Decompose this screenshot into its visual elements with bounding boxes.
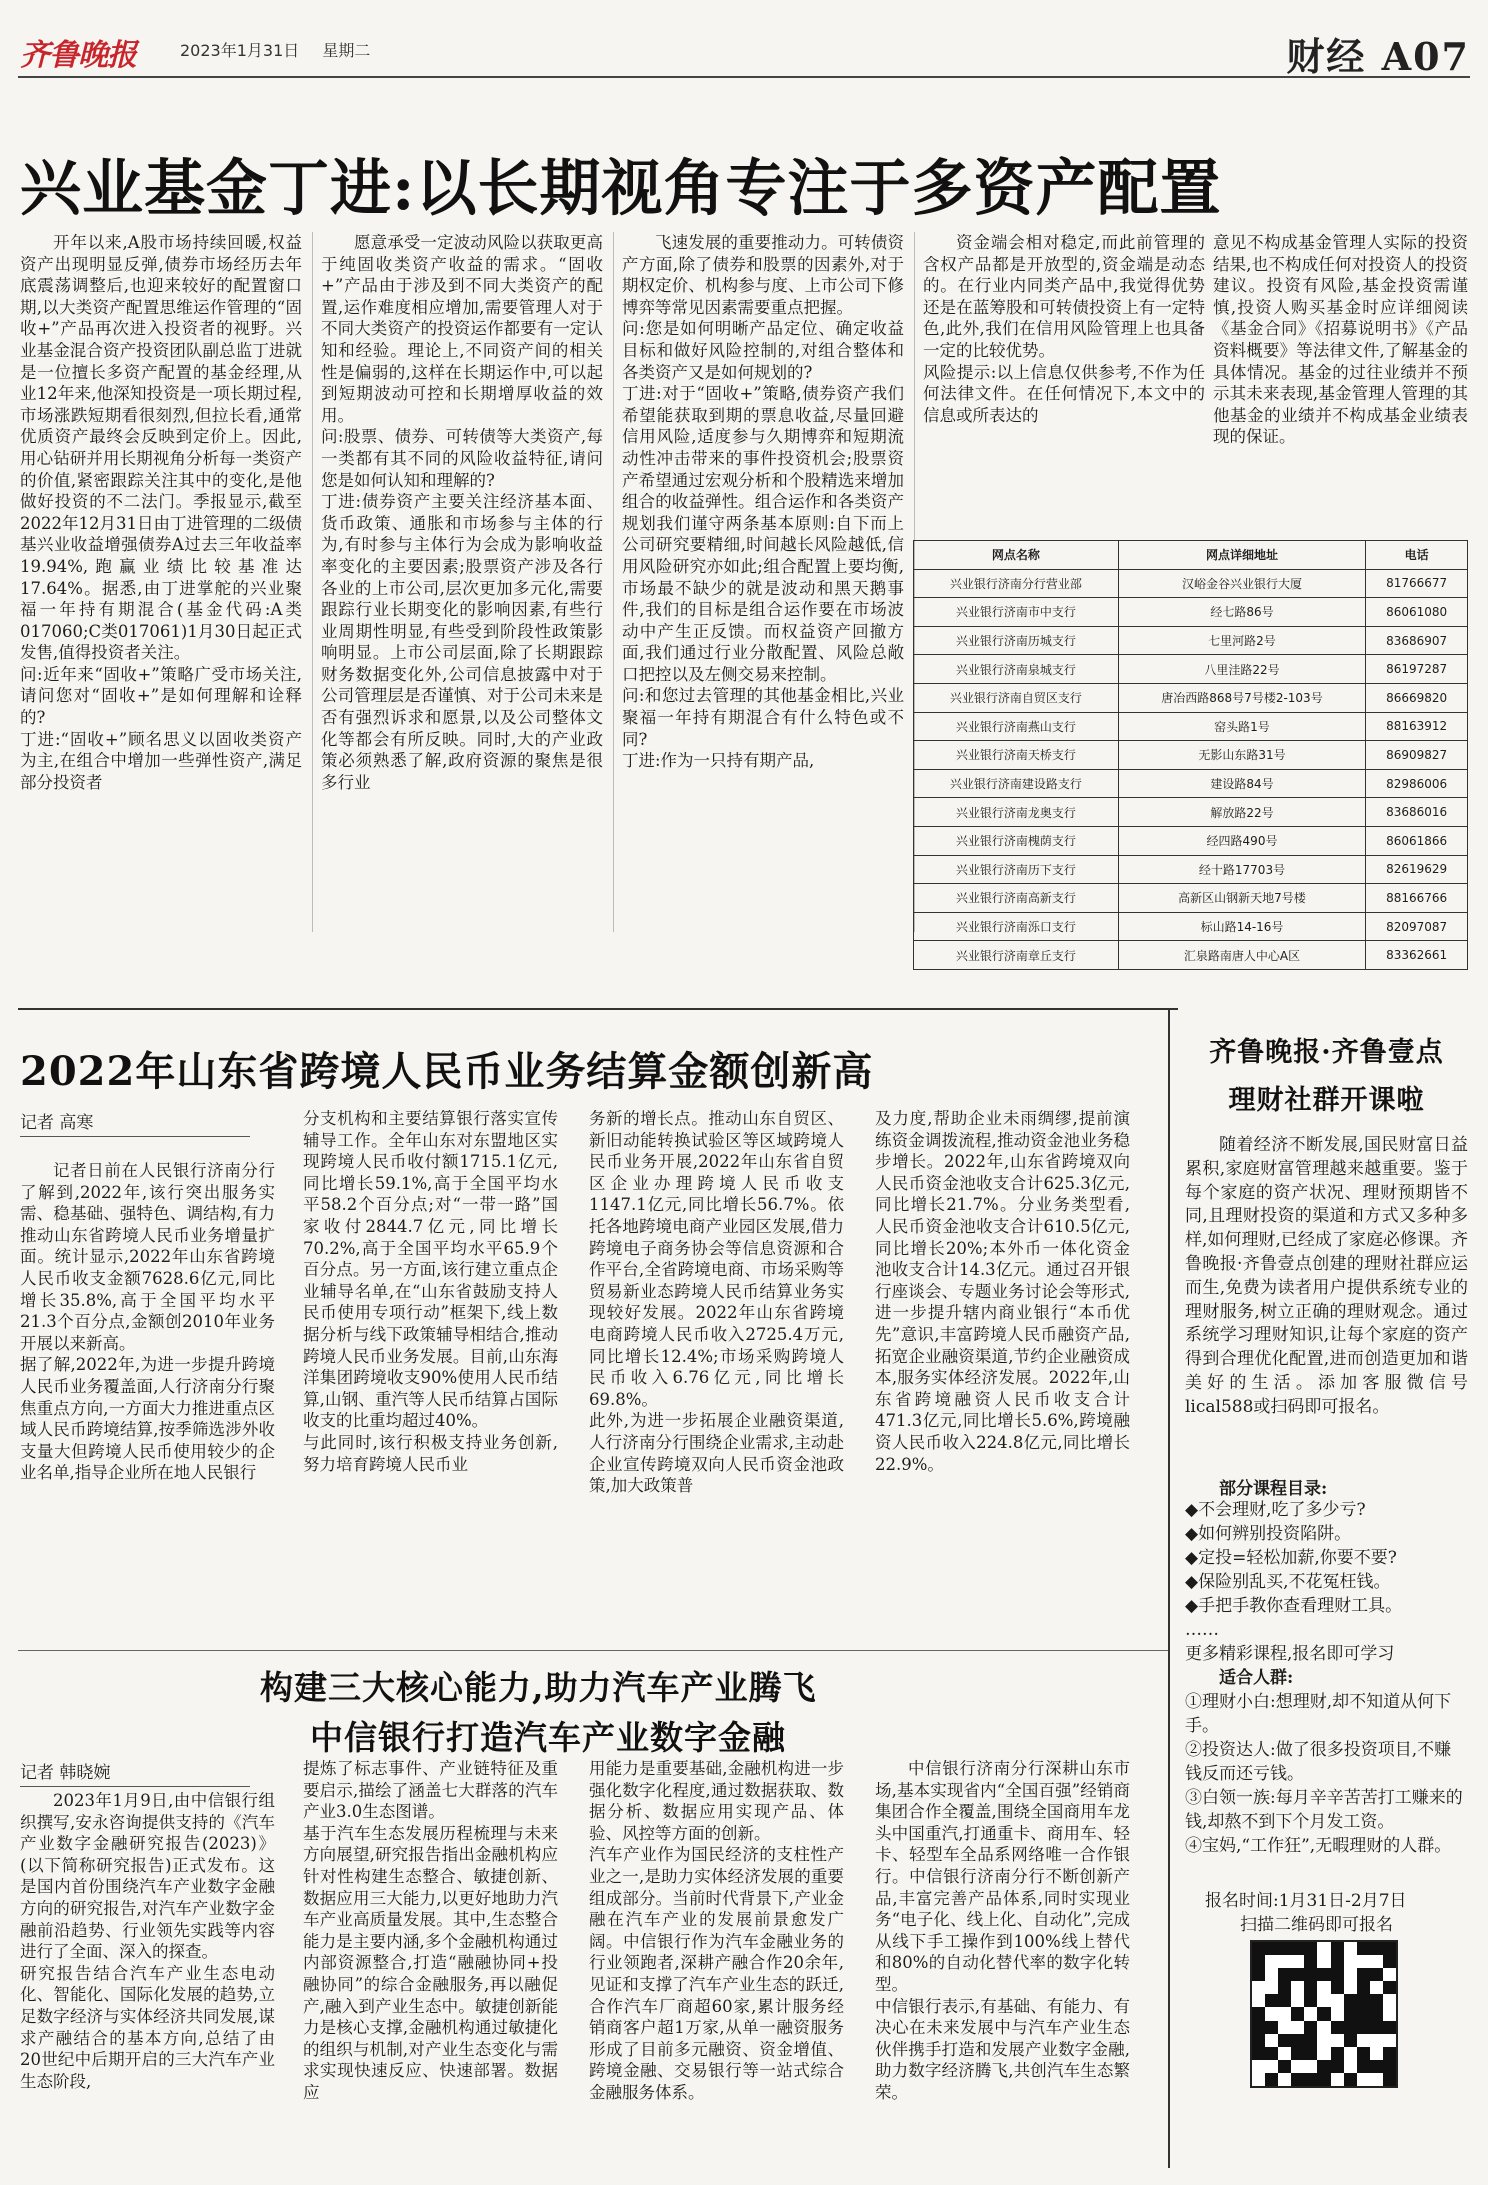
more-courses: 更多精彩课程,报名即可学习 bbox=[1185, 1644, 1395, 1664]
qr-module bbox=[1265, 1981, 1278, 1994]
qr-module bbox=[1304, 2073, 1317, 2086]
qr-module bbox=[1357, 2007, 1370, 2020]
qr-module bbox=[1252, 1981, 1265, 1994]
audience-title: 适合人群: bbox=[1219, 1668, 1294, 1688]
qr-module bbox=[1344, 2047, 1357, 2060]
qr-module bbox=[1370, 1994, 1383, 2007]
qr-module bbox=[1370, 2047, 1383, 2060]
qr-module bbox=[1252, 2021, 1265, 2034]
qr-module bbox=[1317, 2034, 1330, 2047]
qr-module bbox=[1357, 1981, 1370, 1994]
qr-module bbox=[1317, 1994, 1330, 2007]
article2-col3: 务新的增长点。推动山东自贸区、新旧动能转换试验区等区域跨境人民币业务开展,2022年山东省自贸区企业办理跨境人民币收支1147.1亿元,同比增长56.7%。依托各地跨境电商产业园区发展,借力跨境电子商务协会等信息资源和合作平台,全省跨境电商、市场采购等贸易新业态跨境人民币结算业务实现较好发展。2022年山东省跨境电商跨境人民币收入2725.4万元,同比增长12.4%;市场采购跨境人民币收入6.76亿元,同比增长69.8%。 此外,为进一步拓展企业融资渠道,人行济南分行围绕企业需求,主动赴企业宣传跨境双向人民币资金池政策,加大政策普 bbox=[589, 1109, 844, 1496]
qr-module bbox=[1331, 2034, 1344, 2047]
courses-title bbox=[1185, 1474, 1468, 1499]
qr-module bbox=[1357, 2060, 1370, 2073]
audience-item: ②投资达人:做了很多投资项目,不赚钱反而还亏钱。 bbox=[1185, 1740, 1452, 1784]
qr-module bbox=[1265, 1968, 1278, 1981]
qr-module bbox=[1291, 2047, 1304, 2060]
table-row bbox=[914, 655, 1468, 684]
table-row bbox=[914, 598, 1468, 627]
table-row bbox=[914, 884, 1468, 913]
table-row bbox=[914, 569, 1468, 598]
qr-module bbox=[1317, 2073, 1330, 2086]
table-cell: 经四路490号 bbox=[1118, 826, 1365, 855]
qr-module bbox=[1344, 2007, 1357, 2020]
table-cell: 82986006 bbox=[1366, 769, 1468, 798]
audience-item: ①理财小白:想理财,却不知道从何下手。 bbox=[1185, 1692, 1452, 1736]
table-cell: 86061080 bbox=[1366, 598, 1468, 627]
table-cell: 七里河路2号 bbox=[1118, 626, 1365, 655]
qr-module bbox=[1278, 1981, 1291, 1994]
table-cell: 经七路86号 bbox=[1118, 598, 1365, 627]
col-divider bbox=[613, 232, 614, 932]
table-header: 网点名称 bbox=[914, 541, 1119, 570]
qr-module bbox=[1252, 1942, 1265, 1955]
qr-module bbox=[1317, 1955, 1330, 1968]
table-row bbox=[914, 626, 1468, 655]
qr-module bbox=[1317, 2021, 1330, 2034]
course-item: ◆定投=轻松加薪,你要不要? bbox=[1185, 1548, 1397, 1568]
table-cell: 83686016 bbox=[1366, 798, 1468, 827]
qr-module bbox=[1331, 1942, 1344, 1955]
page-number: A07 bbox=[1381, 34, 1470, 79]
table-cell: 兴业银行济南分行营业部 bbox=[914, 569, 1119, 598]
table-header: 电话 bbox=[1366, 541, 1468, 570]
table-cell: 83362661 bbox=[1366, 941, 1468, 970]
qr-module bbox=[1370, 2021, 1383, 2034]
qr-module bbox=[1331, 1955, 1344, 1968]
table-cell: 汉峪金谷兴业银行大厦 bbox=[1118, 569, 1365, 598]
qr-module bbox=[1304, 2047, 1317, 2060]
qr-module bbox=[1344, 1994, 1357, 2007]
header-divider bbox=[18, 76, 1470, 78]
section-name: 财经 bbox=[1286, 34, 1367, 79]
table-row bbox=[914, 798, 1468, 827]
course-list bbox=[1185, 1498, 1468, 1690]
table-cell: 88166766 bbox=[1366, 884, 1468, 913]
qr-module bbox=[1304, 1942, 1317, 1955]
qr-module bbox=[1252, 2034, 1265, 2047]
section-divider bbox=[18, 1650, 1168, 1651]
qr-module bbox=[1304, 1981, 1317, 1994]
table-cell: 经十路17703号 bbox=[1118, 855, 1365, 884]
qr-module bbox=[1370, 1981, 1383, 1994]
qr-module bbox=[1383, 1955, 1396, 1968]
qr-module bbox=[1278, 2047, 1291, 2060]
qr-module bbox=[1383, 2073, 1396, 2086]
qr-module bbox=[1304, 2060, 1317, 2073]
audience-item: ④宝妈,“工作狂”,无暇理财的人群。 bbox=[1185, 1836, 1452, 1856]
table-cell: 兴业银行济南自贸区支行 bbox=[914, 683, 1119, 712]
qr-module bbox=[1357, 1955, 1370, 1968]
qr-module bbox=[1344, 1955, 1357, 1968]
qr-module bbox=[1383, 2034, 1396, 2047]
article3-col2: 提炼了标志事件、产业链特征及重要启示,描绘了涵盖七大群落的汽车产业3.0生态图谱。 基于汽车生态发展历程梳理与未来方向展望,研究报告指出金融机构应针对性构建生态整合、敏捷创新、数据应用三大能力,以更好地助力汽车产业高质量发展。其中,生态整合能力是主要内涵,多个金融机构通过内部资源整合,打造“融融协同+投融协同”的综合金融服务,再以融促产,融入到产业生态中。敏捷创新能力是核心支撑,金融机构通过敏捷化的组织与机制,对产业生态变化与需求实现快速反应、快速部署。数据应 bbox=[303, 1759, 558, 2102]
col-divider bbox=[312, 232, 313, 932]
qr-module bbox=[1344, 2021, 1357, 2034]
qr-module bbox=[1278, 1994, 1291, 2007]
qr-module bbox=[1304, 2021, 1317, 2034]
table-cell: 86669820 bbox=[1366, 683, 1468, 712]
qr-module bbox=[1383, 2047, 1396, 2060]
course-item: ◆保险别乱买,不花冤枉钱。 bbox=[1185, 1572, 1391, 1592]
qr-module bbox=[1291, 2073, 1304, 2086]
article2-title: 2022年山东省跨境人民币业务结算金额创新高 bbox=[20, 1048, 874, 1095]
qr-module bbox=[1370, 1942, 1383, 1955]
qr-module bbox=[1357, 1968, 1370, 1981]
qr-module bbox=[1344, 2060, 1357, 2073]
scan-instruction: 扫描二维码即可报名 bbox=[1240, 1915, 1393, 1935]
issue-weekday: 星期二 bbox=[322, 41, 371, 60]
qr-module bbox=[1331, 1994, 1344, 2007]
qr-module bbox=[1265, 1994, 1278, 2007]
table-cell: 兴业银行济南龙奥支行 bbox=[914, 798, 1119, 827]
article1-col1: 开年以来,A股市场持续回暖,权益资产出现明显反弹,债券市场经历去年底震荡调整后,也迎来较好的配置窗口期,以大类资产配置思维运作管理的“固收+”产品再次进入投资者的视野。兴业基金混合资产投资团队副总监丁进就是一位擅长多资产配置的基金经理,从业12年来,他深知投资是一项长期过程,市场涨跌短期看很刻烈,但拉长看,通常优质资产最终会反映到定价上。因此,用心钻研并用长期视角分析每一类资产的价值,紧密跟踪关注其中的变化,是他做好投资的不二法门。季报显示,截至2022年12月31日由丁进管理的二级债基兴业收益增强债券A过去三年收益率19.94%,跑赢业绩比较基准达17.64%。据悉,由丁进掌舵的兴业聚福一年持有期混合(基金代码:A类017060;C类017061)1月30日起正式发售,值得投资者关注。 问:近年来“固收+”策略广受市场关注,请问您对“固收+”是如何理解和诠释的? 丁进:“固收+”顾名思义以固收类资产为主,在组合中增加一些弹性资产,满足部分投资者 bbox=[20, 233, 302, 792]
article3-title-line2: 中信银行打造汽车产业数字金融 bbox=[310, 1718, 786, 1757]
table-cell: 兴业银行济南建设路支行 bbox=[914, 769, 1119, 798]
qr-module bbox=[1331, 1968, 1344, 1981]
article3-col1: 2023年1月9日,由中信银行组织撰写,安永咨询提供支持的《汽车产业数字金融研究报告(2023)》(以下简称研究报告)正式发布。这是国内首份围绕汽车产业数字金融方向的研究报告,对汽车产业数字金融前沿趋势、行业领先实践等内容进行了全面、深入的探查。 研究报告结合汽车产业生态电动化、智能化、国际化发展的趋势,立足数字经济与实体经济共同发展,谋求产融结合的基本方向,总结了由20世纪中后期开启的三大汽车产业生态阶段, bbox=[20, 1791, 275, 2091]
article1-col2: 愿意承受一定波动风险以获取更高于纯固收类资产收益的需求。“固收+”产品由于涉及到不同大类资产的配置,运作难度相应增加,需要管理人对于不同大类资产的投资运作都要有一定认知和经验。理论上,不同资产间的相关性是偏弱的,这样在长期运作中,可以起到短期波动可控和长期增厚收益的效用。 问:股票、债券、可转债等大类资产,每一类都有其不同的风险收益特征,请问您是如何认知和理解的? 丁进:债券资产主要关注经济基本面、货币政策、通胀和市场参与主体的行为,有时参与主体行为会成为影响收益率变化的主要因素;股票资产涉及各行各业的上市公司,层次更加多元化,需要跟踪行业长期变化的影响因素,有些行业周期性明显,有些受到阶段性政策影响明显。上市公司层面,除了长期跟踪财务数据变化外,公司信息披露中对于公司管理层是否谨慎、对于公司未来是否有强烈诉求和愿景,以及公司整体文化等都会有所反映。同时,大的产业政策必须熟悉了解,政府资源的聚焦是很多行业 bbox=[321, 233, 603, 792]
qr-module bbox=[1344, 1981, 1357, 1994]
article1-col3: 飞速发展的重要推动力。可转债资产方面,除了债券和股票的因素外,对于期权定价、机构参与度、上市公司下修博弈等常见因素需要重点把握。 问:您是如何明晰产品定位、确定收益目标和做好风险控制的,对组合整体和各类资产又是如何规划的? 丁进:对于“固收+”策略,债券资产我们希望能获取到期的票息收益,尽量回避信用风险,适度参与久期博弈和短期流动性冲击带来的事件投资机会;股票资产希望通过宏观分析和个股精选来增加组合的收益弹性。组合运作和各类资产规划我们谨守两条基本原则:自下而上公司研究要精细,时间越长风险越低,信用风险研究亦如此;组合配置上要均衡,市场最不缺少的就是波动和黑天鹅事件,我们的目标是组合运作要在市场波动中产生正反馈。而权益资产回撤方面,我们通过行业分散配置、风险总敞口把控以及左侧交易来控制。 问:和您过去管理的其他基金相比,兴业聚福一年持有期混合有什么特色或不同? 丁进:作为一只持有期产品, bbox=[622, 233, 904, 771]
article1-col4: 资金端会相对稳定,而此前管理的含权产品都是开放型的,资金端是动态的。在行业内同类产品中,我觉得优势还是在蓝筹股和可转债投资上有一定特色,此外,我们在信用风险管理上也具备一定的比较优势。 风险提示:以上信息仅供参考,不作为任何法律文件。在任何情况下,本文中的信息或所表达的 bbox=[923, 233, 1205, 425]
qr-module bbox=[1252, 1994, 1265, 2007]
table-cell: 兴业银行济南泉城支行 bbox=[914, 655, 1119, 684]
qr-module bbox=[1252, 1968, 1265, 1981]
table-cell: 86197287 bbox=[1366, 655, 1468, 684]
qr-module bbox=[1265, 1942, 1278, 1955]
qr-module bbox=[1317, 1968, 1330, 1981]
qr-module bbox=[1317, 2047, 1330, 2060]
qr-module bbox=[1370, 1968, 1383, 1981]
table-cell: 高新区山钢新天地7号楼 bbox=[1118, 884, 1365, 913]
article3-title-line1: 构建三大核心能力,助力汽车产业腾飞 bbox=[260, 1668, 817, 1707]
qr-module bbox=[1291, 2007, 1304, 2020]
qr-module bbox=[1278, 2007, 1291, 2020]
qr-module bbox=[1278, 1968, 1291, 1981]
course-item: ◆如何辨别投资陷阱。 bbox=[1185, 1524, 1352, 1544]
table-cell: 86061866 bbox=[1366, 826, 1468, 855]
qr-module bbox=[1265, 2047, 1278, 2060]
article2-col2: 分支机构和主要结算银行落实宣传辅导工作。全年山东对东盟地区实现跨境人民币收付额1715.1亿元,同比增长59.1%,高于全国平均水平58.2个百分点;对“一带一路”国家收付2844.7亿元,同比增长70.2%,高于全国平均水平65.9个百分点。另一方面,该行建立重点企业辅导名单,在“山东省鼓励支持人民币使用专项行动”框架下,线上数据分析与线下政策辅导相结合,推动跨境人民币业务发展。目前,山东海洋集团跨境收支90%使用人民币结算,山钢、重汽等人民币结算占国际收支的比重均超过40%。 与此同时,该行积极支持业务创新,努力培育跨境人民币业 bbox=[303, 1109, 558, 1474]
table-cell: 标山路14-16号 bbox=[1118, 912, 1365, 941]
course-item: ◆不会理财,吃了多少亏? bbox=[1185, 1500, 1366, 1520]
table-cell: 兴业银行济南燕山支行 bbox=[914, 712, 1119, 741]
table-cell: 82097087 bbox=[1366, 912, 1468, 941]
sidebar-title-line1: 齐鲁晚报·齐鲁壹点 bbox=[1209, 1037, 1444, 1068]
qr-module bbox=[1344, 2073, 1357, 2086]
audience-list bbox=[1185, 1690, 1468, 1858]
table-cell: 82619629 bbox=[1366, 855, 1468, 884]
audience-item: ③白领一族:每月辛辛苦苦打工赚来的钱,却熬不到下个月发工资。 bbox=[1185, 1788, 1463, 1832]
qr-module bbox=[1383, 2021, 1396, 2034]
qr-module bbox=[1344, 2034, 1357, 2047]
qr-module bbox=[1291, 1942, 1304, 1955]
article3-col3: 用能力是重要基础,金融机构进一步强化数字化程度,通过数据获取、数据分析、数据应用实现产品、体验、风控等方面的创新。 汽车产业作为国民经济的支柱性产业之一,是助力实体经济发展的重要组成部分。当前时代背景下,产业金融在汽车产业的发展前景愈发广阔。中信银行作为汽车金融业务的行业领跑者,深耕产融合作20余年,见证和支撑了汽车产业生态的跃迁,合作汽车厂商超60家,累计服务经销商客户超1万家,从单一融资服务形成了目前多元融资、资金增值、跨境金融、交易银行等一站式综合金融服务体系。 bbox=[589, 1759, 844, 2102]
qr-module bbox=[1317, 2060, 1330, 2073]
qr-module bbox=[1278, 1955, 1291, 1968]
qr-module bbox=[1331, 2060, 1344, 2073]
qr-module bbox=[1291, 2021, 1304, 2034]
qr-module bbox=[1265, 2034, 1278, 2047]
qr-module bbox=[1383, 1994, 1396, 2007]
table-cell: 兴业银行济南泺口支行 bbox=[914, 912, 1119, 941]
table-cell: 兴业银行济南历下支行 bbox=[914, 855, 1119, 884]
table-row bbox=[914, 712, 1468, 741]
qr-module bbox=[1278, 2034, 1291, 2047]
article2-col4: 及力度,帮助企业未雨绸缪,提前演练资金调拨流程,推动资金池业务稳步增长。2022年,山东省跨境双向人民币资金池收支合计625.3亿元,同比增长21.7%。分业务类型看,人民币资金池收支合计610.5亿元,同比增长20%;本外币一体化资金池收支合计14.3亿元。通过召开银行座谈会、专题业务讨论会等形式,进一步提升辖内商业银行“本币优先”意识,丰富跨境人民币融资产品,拓宽企业融资渠道,节约企业融资成本,服务实体经济发展。2022年,山东省跨境融资人民币收支合计471.3亿元,同比增长5.6%,跨境融资人民币收入224.8亿元,同比增长22.9%。 bbox=[875, 1109, 1130, 1474]
article2-col1: 记者日前在人民银行济南分行了解到,2022年,该行突出服务实需、稳基础、强特色、调结构,有力推动山东省跨境人民币业务增量扩面。统计显示,2022年山东省跨境人民币收支金额7628.6亿元,同比增长35.8%,高于全国平均水平21.3个百分点,金额创2010年业务开展以来新高。 据了解,2022年,为进一步提升跨境人民币业务覆盖面,人行济南分行聚焦重点方向,一方面大力推进重点区域人民币跨境结算,按季筛选涉外收支量大但跨境人民币使用较少的企业名单,指导企业所在地人民银行 bbox=[20, 1161, 275, 1483]
table-row bbox=[914, 769, 1468, 798]
qr-module bbox=[1370, 1955, 1383, 1968]
qr-module bbox=[1265, 1955, 1278, 1968]
courses-title-text: 部分课程目录: bbox=[1219, 1479, 1328, 1499]
qr-code[interactable] bbox=[1250, 1940, 1398, 2088]
table-row bbox=[914, 855, 1468, 884]
table-cell: 86909827 bbox=[1366, 741, 1468, 770]
table-cell: 解放路22号 bbox=[1118, 798, 1365, 827]
table-cell: 汇泉路南唐人中心A区 bbox=[1118, 941, 1365, 970]
table-cell: 兴业银行济南历城支行 bbox=[914, 626, 1119, 655]
qr-module bbox=[1357, 2021, 1370, 2034]
qr-module bbox=[1265, 2060, 1278, 2073]
qr-module bbox=[1278, 2060, 1291, 2073]
qr-module bbox=[1304, 1994, 1317, 2007]
table-cell: 八里洼路22号 bbox=[1118, 655, 1365, 684]
qr-module bbox=[1291, 1994, 1304, 2007]
qr-module bbox=[1304, 1968, 1317, 1981]
branch-table-body bbox=[914, 569, 1468, 969]
qr-module bbox=[1357, 2073, 1370, 2086]
qr-module bbox=[1317, 2007, 1330, 2020]
table-row bbox=[914, 826, 1468, 855]
qr-module bbox=[1252, 2007, 1265, 2020]
article1-col5: 意见不构成基金管理人实际的投资结果,也不构成任何对投资人的投资建议。投资有风险,基金投资需谨慎,投资人购买基金时应详细阅读《基金合同》《招募说明书》《产品资料概要》等法律文件,了解基金的具体情况。基金的过往业绩并不预示其未来表现,基金管理人管理的其他基金的业绩并不构成基金业绩表现的保证。 bbox=[1213, 233, 1468, 447]
qr-module bbox=[1370, 2073, 1383, 2086]
table-cell: 建设路84号 bbox=[1118, 769, 1365, 798]
table-cell: 兴业银行济南市中支行 bbox=[914, 598, 1119, 627]
section-page bbox=[1286, 26, 1470, 81]
qr-module bbox=[1265, 2021, 1278, 2034]
qr-module bbox=[1278, 1942, 1291, 1955]
qr-module bbox=[1304, 2034, 1317, 2047]
table-cell: 兴业银行济南天桥支行 bbox=[914, 741, 1119, 770]
qr-module bbox=[1344, 1968, 1357, 1981]
qr-module bbox=[1291, 2034, 1304, 2047]
article2-byline: 记者 高寒 bbox=[20, 1108, 250, 1137]
qr-module bbox=[1357, 2047, 1370, 2060]
issue-info bbox=[180, 38, 388, 61]
table-cell: 兴业银行济南高新支行 bbox=[914, 884, 1119, 913]
qr-module bbox=[1357, 2034, 1370, 2047]
qr-module bbox=[1331, 2073, 1344, 2086]
table-cell: 83686907 bbox=[1366, 626, 1468, 655]
qr-module bbox=[1252, 2060, 1265, 2073]
qr-module bbox=[1252, 2047, 1265, 2060]
signup-deadline: 报名时间:1月31日-2月7日 bbox=[1205, 1891, 1407, 1911]
article3-col4: 中信银行济南分行深耕山东市场,基本实现省内“全国百强”经销商集团合作全覆盖,围绕全国商用车龙头中国重汽,打通重卡、商用车、轻卡、轻型车全品系网络唯一合作银行。中信银行济南分行不断创新产品,丰富完善产品体系,同时实现业务“电子化、线上化、自动化”,完成从线下手工操作到100%线上替代和80%的自动化替代率的数字化转型。 中信银行表示,有基础、有能力、有决心在未来发展中与汽车产业生态伙伴携手打造和发展产业数字金融,助力数字经济腾飞,共创汽车生态繁荣。 bbox=[875, 1759, 1130, 2102]
qr-module bbox=[1383, 2007, 1396, 2020]
qr-module bbox=[1344, 1942, 1357, 1955]
issue-date: 2023年1月31日 bbox=[180, 41, 300, 60]
table-row bbox=[914, 941, 1468, 970]
qr-module bbox=[1383, 1981, 1396, 1994]
qr-module bbox=[1252, 1955, 1265, 1968]
qr-module bbox=[1291, 1968, 1304, 1981]
qr-module bbox=[1357, 1994, 1370, 2007]
branch-table bbox=[913, 540, 1468, 970]
table-cell: 唐冶西路868号7号楼2-103号 bbox=[1118, 683, 1365, 712]
table-cell: 88163912 bbox=[1366, 712, 1468, 741]
table-cell: 无影山东路31号 bbox=[1118, 741, 1365, 770]
table-row bbox=[914, 741, 1468, 770]
qr-module bbox=[1331, 2007, 1344, 2020]
qr-module bbox=[1370, 2060, 1383, 2073]
sidebar-title-line2: 理财社群开课啦 bbox=[1228, 1085, 1425, 1116]
qr-module bbox=[1304, 1955, 1317, 1968]
qr-module bbox=[1357, 1942, 1370, 1955]
qr-module bbox=[1370, 2034, 1383, 2047]
table-cell: 窑头路1号 bbox=[1118, 712, 1365, 741]
sidebar-divider bbox=[1168, 1008, 1170, 2168]
qr-module bbox=[1291, 1981, 1304, 1994]
table-row bbox=[914, 912, 1468, 941]
qr-module bbox=[1317, 1981, 1330, 1994]
qr-module bbox=[1370, 2007, 1383, 2020]
article1-title: 兴业基金丁进:以长期视角专注于多资产配置 bbox=[20, 153, 1222, 224]
ellipsis: …… bbox=[1185, 1620, 1219, 1640]
table-row bbox=[914, 683, 1468, 712]
qr-module bbox=[1383, 2060, 1396, 2073]
qr-module bbox=[1331, 2021, 1344, 2034]
qr-module bbox=[1383, 1942, 1396, 1955]
qr-module bbox=[1331, 2047, 1344, 2060]
table-cell: 81766677 bbox=[1366, 569, 1468, 598]
qr-module bbox=[1317, 1942, 1330, 1955]
qr-module bbox=[1278, 2021, 1291, 2034]
table-cell: 兴业银行济南章丘支行 bbox=[914, 941, 1119, 970]
qr-module bbox=[1383, 1968, 1396, 1981]
qr-module bbox=[1291, 2060, 1304, 2073]
qr-module bbox=[1291, 1955, 1304, 1968]
qr-module bbox=[1252, 2073, 1265, 2086]
qr-module bbox=[1265, 2073, 1278, 2086]
newspaper-logo: 齐鲁晚报 bbox=[20, 38, 136, 73]
qr-module bbox=[1331, 1981, 1344, 1994]
qr-module bbox=[1265, 2007, 1278, 2020]
table-header-row bbox=[914, 541, 1468, 570]
table-cell: 兴业银行济南槐荫支行 bbox=[914, 826, 1119, 855]
article3-byline: 记者 韩晓婉 bbox=[20, 1758, 250, 1787]
qr-module bbox=[1278, 2073, 1291, 2086]
sidebar-body: 随着经济不断发展,国民财富日益累积,家庭财富管理越来越重要。鉴于每个家庭的资产状况、理财预期皆不同,且理财投资的渠道和方式又多种多样,如何理财,已经成了家庭必修课。齐鲁晚报·齐鲁壹点创建的理财社群应运而生,免费为读者用户提供系统专业的理财服务,树立正确的理财观念。通过系统学习理财知识,让每个家庭的资产得到合理优化配置,进而创造更加和谐美好的生活。添加客服微信号lical588或扫码即可报名。 bbox=[1185, 1135, 1468, 1417]
qr-module bbox=[1304, 2007, 1317, 2020]
section-divider bbox=[18, 1008, 1178, 1010]
course-item: ◆手把手教你查看理财工具。 bbox=[1185, 1596, 1403, 1616]
table-header: 网点详细地址 bbox=[1118, 541, 1365, 570]
